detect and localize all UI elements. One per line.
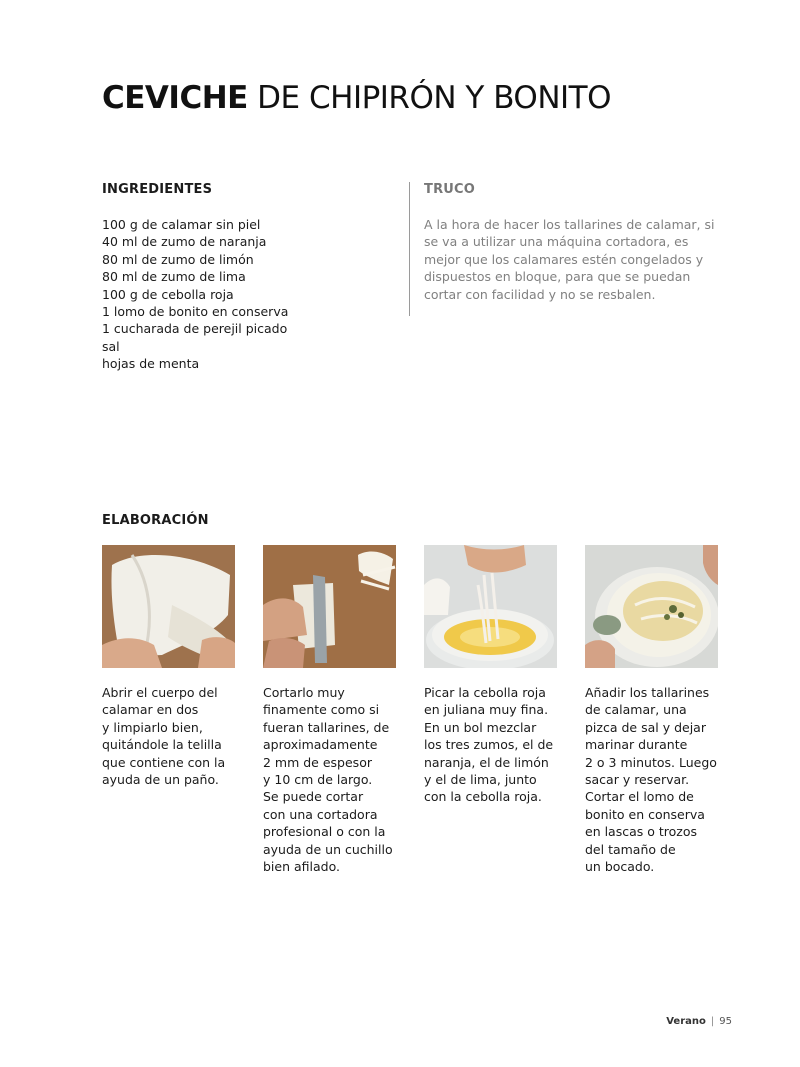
- recipe-title: [102, 78, 611, 118]
- ingredient-item: 40 ml de zumo de naranja: [102, 234, 267, 250]
- method-step-4: [585, 545, 718, 875]
- footer-page-number: 95: [719, 1016, 732, 1027]
- ingredient-item: 1 lomo de bonito en conserva: [102, 304, 289, 320]
- ingredient-item: 1 cucharada de perejil picado: [102, 321, 288, 337]
- ingredient-item: 100 g de cebolla roja: [102, 286, 234, 302]
- ingredients-heading: INGREDIENTES: [102, 182, 213, 197]
- ingredient-item: sal: [102, 338, 120, 354]
- step-3-text: Picar la cebolla roja en juliana muy fina. En un bol mezclar los tres zumos, el de naranja, el de limón y el de lima, junto con la cebolla roja.: [424, 685, 554, 805]
- ingredients-list: [102, 216, 288, 373]
- tip-text: A la hora de hacer los tallarines de calamar, si se va a utilizar una máquina cortadora, es mejor que los calamares estén congelados y dispuestos en bloque, para que se puedan cortar con facilidad y no se resbalen.: [424, 217, 715, 302]
- method-step-2: [263, 545, 396, 875]
- ingredient-item: 80 ml de zumo de limón: [102, 251, 254, 267]
- step-2-photo: [263, 545, 396, 668]
- step-1-text: Abrir el cuerpo del calamar en dos y limpiarlo bien, quitándole la telilla que contiene con la ayuda de un paño.: [102, 685, 226, 788]
- recipe-title-rest: DE CHIPIRÓN Y BONITO: [247, 80, 611, 116]
- ingredient-item: 100 g de calamar sin piel: [102, 217, 261, 232]
- page-footer: [666, 1016, 732, 1027]
- step-2-text: Cortarlo muy finamente como si fueran tallarines, de aproximadamente 2 mm de espesor y 10 cm de largo. Se puede cortar con una cortadora profesional o con la ayuda de un cuchillo bien afilado.: [263, 685, 393, 875]
- step-4-photo: [585, 545, 718, 668]
- footer-section: Verano: [666, 1016, 706, 1027]
- method-step-1: [102, 545, 235, 788]
- ingredient-item: hojas de menta: [102, 356, 200, 372]
- tip-heading: TRUCO: [424, 182, 476, 197]
- step-4-text: Añadir los tallarines de calamar, una pizca de sal y dejar marinar durante 2 o 3 minutos. Luego sacar y reservar. Cortar el lomo de bonito en conserva en lascas o trozos del tamaño de un bocado.: [585, 685, 717, 875]
- method-step-3: [424, 545, 557, 806]
- column-divider: [409, 182, 410, 316]
- recipe-title-bold: CEVICHE: [102, 80, 248, 116]
- method-heading: ELABORACIÓN: [102, 513, 209, 528]
- step-3-photo: [424, 545, 557, 668]
- ingredient-item: 80 ml de zumo de lima: [102, 269, 246, 285]
- footer-separator: |: [710, 1016, 715, 1027]
- step-1-photo: [102, 545, 235, 668]
